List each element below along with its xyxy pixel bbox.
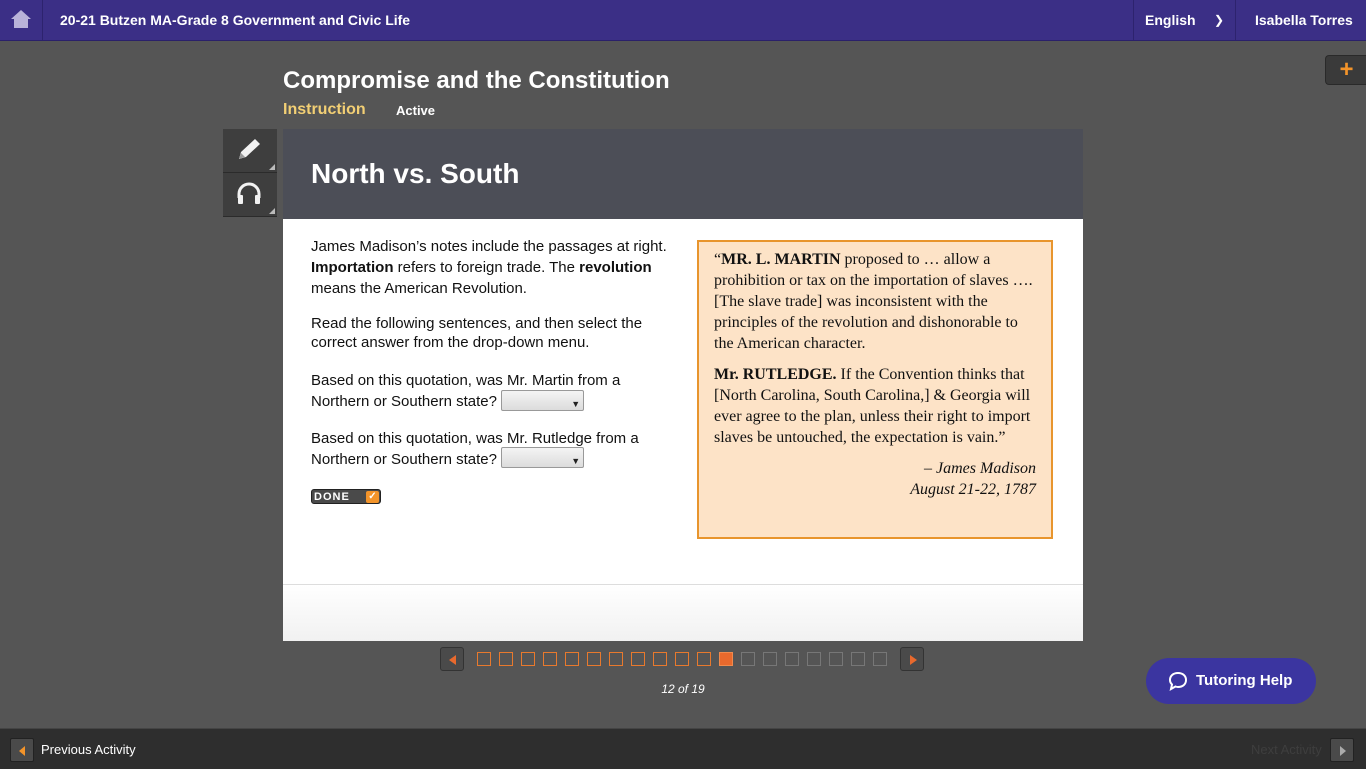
- done-label: DONE: [314, 491, 350, 504]
- checkmark-icon: ✓: [366, 491, 379, 503]
- intro-text-part: refers to foreign trade. The: [393, 259, 580, 276]
- chat-bubble-icon: [1168, 671, 1188, 691]
- page-square-10[interactable]: [675, 652, 689, 666]
- term-revolution: revolution: [579, 259, 652, 276]
- pager-next-button[interactable]: [900, 647, 924, 671]
- corner-indicator: [269, 208, 275, 214]
- language-select[interactable]: [1133, 0, 1236, 40]
- plus-icon: +: [1339, 56, 1354, 83]
- previous-activity-arrow[interactable]: [10, 738, 34, 762]
- page-square-4[interactable]: [543, 652, 557, 666]
- intro-text-part: means the American Revolution.: [311, 280, 527, 297]
- top-bar: [0, 0, 1366, 41]
- arrow-right-icon: [910, 655, 917, 665]
- page-square-11[interactable]: [697, 652, 711, 666]
- intro-text: [311, 236, 671, 299]
- headphones-icon: [235, 181, 263, 207]
- page-square-15[interactable]: [785, 652, 799, 666]
- page-square-3[interactable]: [521, 652, 535, 666]
- bottom-bar: [0, 728, 1366, 769]
- card-heading: North vs. South: [311, 158, 520, 189]
- arrow-right-icon: [1340, 746, 1346, 756]
- quote-author: – James Madison: [924, 460, 1036, 477]
- page-count: 12 of 19: [661, 682, 705, 696]
- speaker-martin: MR. L. MARTIN: [721, 251, 841, 268]
- page-square-14[interactable]: [763, 652, 777, 666]
- question-1-text: Based on this quotation, was Mr. Martin from a Northern or Southern state?: [311, 372, 621, 410]
- page-square-7[interactable]: [609, 652, 623, 666]
- page-square-18[interactable]: [851, 652, 865, 666]
- page-square-8[interactable]: [631, 652, 645, 666]
- answer-2-dropdown[interactable]: [501, 447, 584, 468]
- add-button[interactable]: [1325, 55, 1366, 85]
- next-activity-arrow[interactable]: [1330, 738, 1354, 762]
- arrow-left-icon: [449, 655, 456, 665]
- done-button[interactable]: [311, 489, 381, 504]
- page-square-13[interactable]: [741, 652, 755, 666]
- arrow-left-icon: [19, 746, 25, 756]
- instructions-text: Read the following sentences, and then select the correct answer from the drop-down menu.: [311, 315, 643, 351]
- home-button[interactable]: [0, 0, 43, 40]
- tutoring-help-label: Tutoring Help: [1196, 672, 1293, 689]
- page-square-1[interactable]: [477, 652, 491, 666]
- page-square-5[interactable]: [565, 652, 579, 666]
- home-icon: [10, 9, 32, 29]
- previous-activity-link[interactable]: Previous Activity: [41, 742, 136, 757]
- quotation-box: [697, 240, 1053, 539]
- pencil-tool-button[interactable]: [223, 129, 277, 173]
- chevron-down-icon: ❯: [1214, 13, 1225, 27]
- quote-text-2: If the Convention thinks that [North Carolina, South Carolina,] & Georgia will ever agree to the plan, unless their right to import slaves be untouched, the expectation is vain.”: [714, 366, 1031, 446]
- page-square-19[interactable]: [873, 652, 887, 666]
- quote-paragraph-1: [714, 249, 1036, 354]
- question-2: [311, 428, 671, 471]
- question-2-text: Based on this quotation, was Mr. Rutledge from a Northern or Southern state?: [311, 429, 639, 468]
- card-footer: [283, 584, 1083, 641]
- quote-text-1: proposed to … allow a prohibition or tax on the importation of slaves …. [The slave trade] was inconsistent with the principles of the revolution and dishonorable to the American character.: [714, 251, 1033, 352]
- question-column: [311, 236, 671, 506]
- tab-instruction[interactable]: Instruction: [283, 101, 366, 118]
- quote-paragraph-2: [714, 364, 1036, 448]
- card-header: [283, 129, 1083, 219]
- corner-indicator: [269, 164, 275, 170]
- term-importation: Importation: [311, 259, 394, 276]
- tab-active[interactable]: Active: [396, 103, 436, 118]
- pencil-icon: [235, 137, 263, 163]
- language-label: English: [1145, 12, 1196, 28]
- page-square-17[interactable]: [829, 652, 843, 666]
- lesson-title: Compromise and the Constitution: [283, 67, 670, 94]
- user-menu[interactable]: Isabella Torres: [1255, 12, 1353, 28]
- page-square-2[interactable]: [499, 652, 513, 666]
- page-square-9[interactable]: [653, 652, 667, 666]
- answer-1-dropdown[interactable]: [501, 390, 584, 411]
- next-activity-link[interactable]: Next Activity: [1251, 742, 1322, 757]
- tutoring-help-button[interactable]: [1146, 658, 1316, 704]
- audio-tool-button[interactable]: [223, 173, 277, 217]
- page-square-12[interactable]: [719, 652, 733, 666]
- content-card: [283, 129, 1083, 640]
- quote-date: August 21-22, 1787: [910, 481, 1036, 498]
- page-square-6[interactable]: [587, 652, 601, 666]
- page-square-16[interactable]: [807, 652, 821, 666]
- pager-prev-button[interactable]: [440, 647, 464, 671]
- intro-text-part: James Madison’s notes include the passages at right.: [311, 238, 667, 255]
- question-1: [311, 370, 671, 413]
- dropdown-arrow-icon: ▼: [571, 456, 581, 467]
- course-title: 20-21 Butzen MA-Grade 8 Government and Civic Life: [60, 12, 411, 28]
- dropdown-arrow-icon: ▼: [571, 398, 581, 409]
- speaker-rutledge: Mr. RUTLEDGE.: [714, 366, 837, 383]
- open-quote-mark: “: [714, 251, 722, 268]
